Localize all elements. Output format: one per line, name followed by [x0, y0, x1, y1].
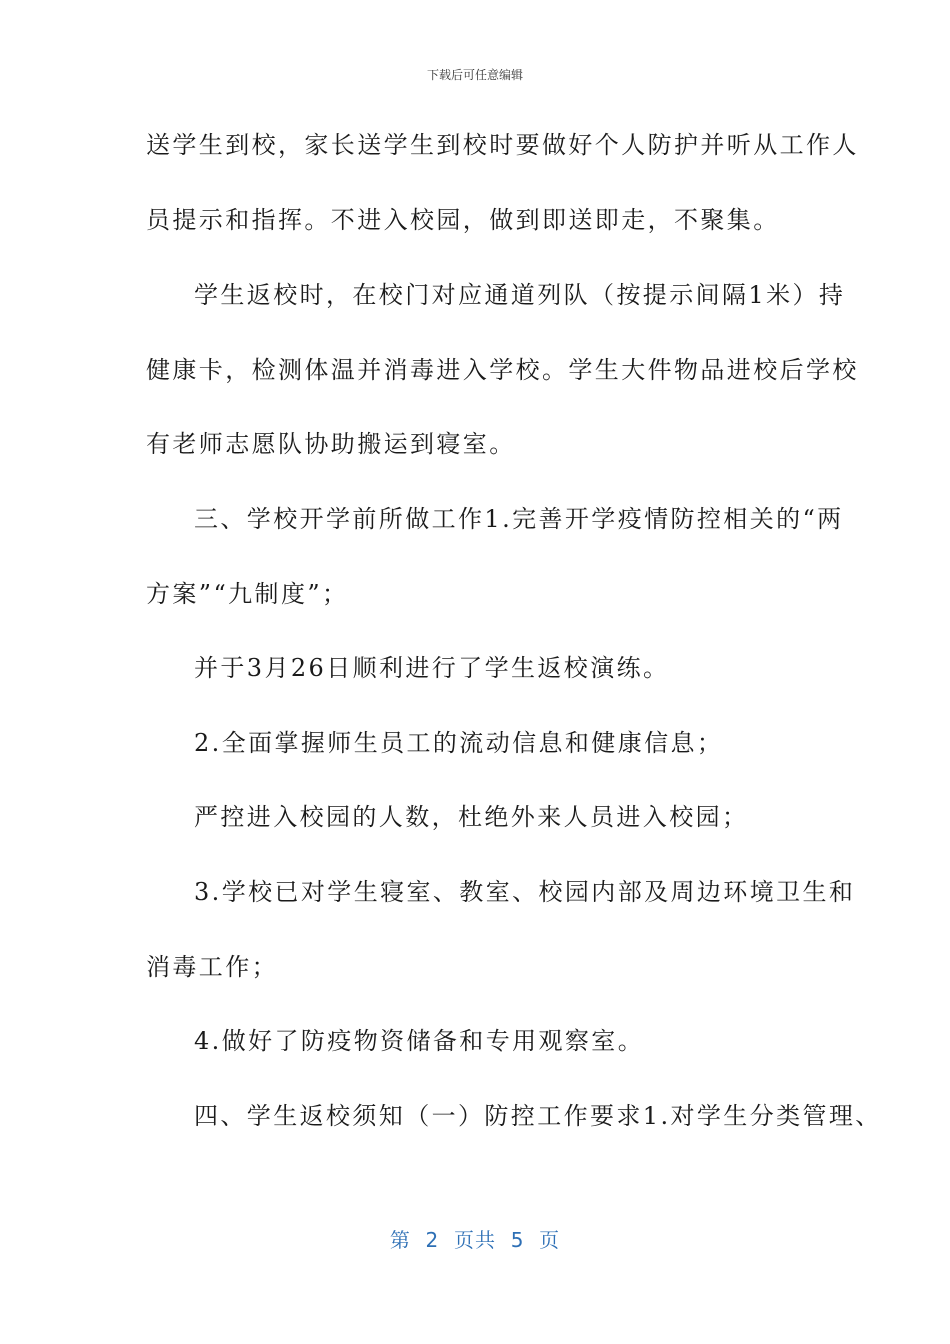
text-line: 3.学校已对学生寝室、教室、校园内部及周边环境卫生和	[194, 878, 856, 906]
text-line: 消毒工作；	[146, 953, 278, 981]
text-line: 送学生到校，家长送学生到校时要做好个人防护并听从工作人	[146, 131, 859, 159]
text-line: 方案”“九制度”；	[146, 580, 349, 608]
text-line: 2.全面掌握师生员工的流动信息和健康信息；	[194, 729, 724, 757]
page-footer: 第 2 页共 5 页	[389, 1228, 561, 1252]
text-line: 学生返校时，在校门对应通道列队（按提示间隔1米）持	[194, 281, 846, 309]
text-line: 四、学生返校须知（一）防控工作要求1.对学生分类管理、	[194, 1102, 882, 1130]
page-header: 下载后可任意编辑	[426, 68, 523, 82]
text-line: 有老师志愿队协助搬运到寝室。	[146, 430, 516, 458]
text-line: 4.做好了防疫物资储备和专用观察室。	[194, 1027, 645, 1055]
text-line: 严控进入校园的人数，杜绝外来人员进入校园；	[194, 803, 749, 831]
text-line: 三、学校开学前所做工作1.完善开学疫情防控相关的“两	[194, 505, 844, 533]
text-line: 健康卡，检测体温并消毒进入学校。学生大件物品进校后学校	[146, 356, 859, 384]
text-line: 员提示和指挥。不进入校园，做到即送即走，不聚集。	[146, 206, 780, 234]
text-line: 并于3月26日顺利进行了学生返校演练。	[194, 654, 670, 682]
